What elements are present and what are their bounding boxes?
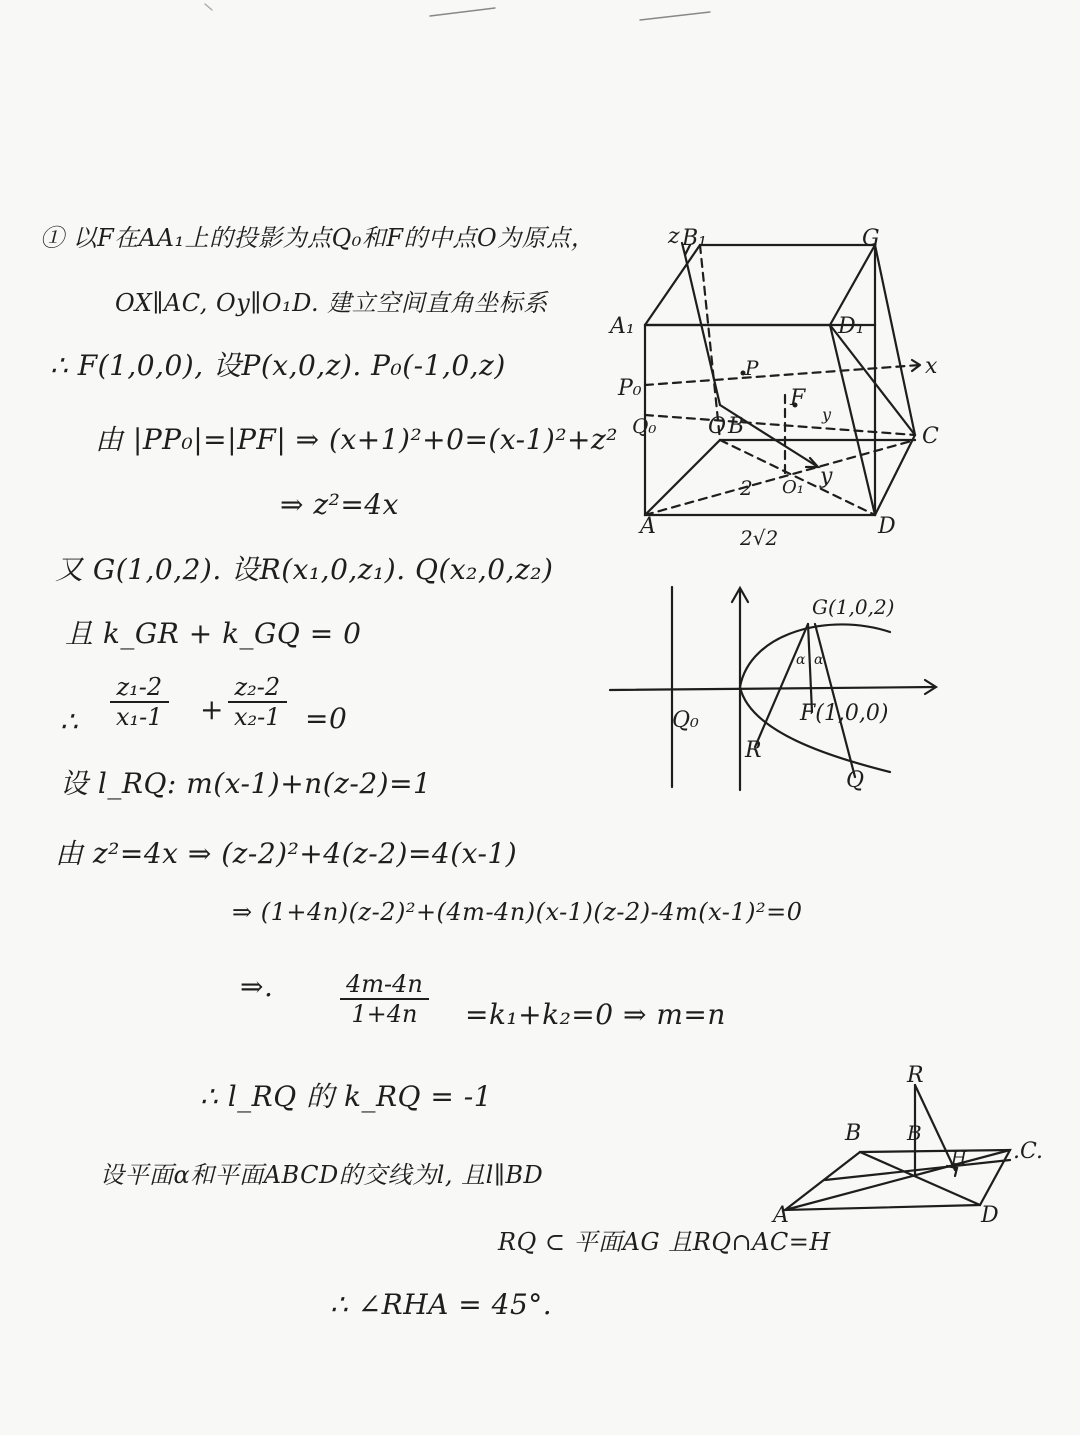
cube-label-o: O — [708, 414, 727, 439]
fraction-1-denominator: x₁-1 — [110, 701, 169, 731]
line-16: ∴ ∠RHA = 45°. — [330, 1288, 553, 1321]
parabola-diagram — [600, 582, 940, 802]
top-scribbles — [0, 0, 1080, 60]
parabola-label-alpha1: α — [796, 652, 806, 668]
line-15: RQ ⊂ 平面AG 且RQ∩AC=H — [498, 1228, 831, 1256]
line-8-prefix: ∴ — [60, 705, 79, 738]
line-8-plus: + — [200, 693, 224, 726]
cube-label-y-dash: y — [822, 405, 832, 424]
cube-label-c: C — [922, 424, 939, 449]
line-2: OX∥AC, Oy∥O₁D. 建立空间直角坐标系 — [115, 289, 548, 317]
plane-label-h: H — [951, 1148, 967, 1169]
parabola-label-g: G(1,0,2) — [812, 595, 895, 619]
cube-label-f: F — [790, 386, 806, 411]
cube-label-b1: B₁ — [682, 226, 707, 251]
line-12-suffix: =k₁+k₂=0 ⇒ m=n — [465, 998, 726, 1031]
line-13: ∴ l_RQ 的 k_RQ = -1 — [200, 1080, 493, 1113]
parabola-label-q0: Q₀ — [672, 708, 699, 733]
line-4: 由 |PP₀|=|PF| ⇒ (x+1)²+0=(x-1)²+z² — [95, 423, 618, 456]
cube-label-p0: P₀ — [618, 376, 642, 401]
plane-label-b-mid: B — [907, 1121, 922, 1145]
fraction-2 — [228, 673, 287, 731]
fraction-3-denominator: 1+4n — [340, 998, 429, 1028]
line-1: ① 以F在AA₁上的投影为点Q₀和F的中点O为原点， — [40, 224, 596, 252]
cube-diagram — [600, 215, 980, 555]
plane-label-b-left: B — [845, 1121, 862, 1146]
cube-label-x: x — [925, 354, 938, 379]
line-14: 设平面α和平面ABCD的交线为l, 且l∥BD — [100, 1161, 544, 1189]
parabola-label-f: F(1,0,0) — [800, 701, 889, 726]
line-7: 且 k_GR + k_GQ = 0 — [65, 617, 362, 650]
line-10: 由 z²=4x ⇒ (z-2)²+4(z-2)=4(x-1) — [55, 837, 518, 870]
line-12-prefix: ⇒. — [240, 970, 274, 1003]
parabola-label-alpha2: α — [814, 652, 824, 668]
plane-label-r: R — [907, 1063, 924, 1088]
fraction-2-numerator: z₂-2 — [234, 673, 281, 701]
cube-label-a1: A₁ — [610, 314, 635, 339]
cube-label-o1: O₁ — [782, 477, 804, 498]
line-3: ∴ F(1,0,0), 设P(x,0,z). P₀(-1,0,z) — [50, 349, 506, 382]
line-11: ⇒ (1+4n)(z-2)²+(4m-4n)(x-1)(z-2)-4m(x-1)²=0 — [232, 898, 803, 926]
cube-label-b: B — [728, 414, 745, 439]
fraction-1 — [110, 673, 169, 731]
cube-label-edge: 2√2 — [740, 526, 779, 550]
parabola-label-r: R — [745, 738, 762, 763]
cube-label-y: y — [820, 464, 833, 489]
line-9: 设 l_RQ: m(x-1)+n(z-2)=1 — [60, 767, 432, 800]
fraction-3-numerator: 4m-4n — [346, 970, 423, 998]
line-6: 又 G(1,0,2). 设R(x₁,0,z₁). Q(x₂,0,z₂) — [55, 553, 554, 586]
cube-label-a: A — [640, 514, 656, 539]
cube-label-2: 2 — [740, 476, 753, 500]
line-8-suffix: =0 — [305, 702, 348, 735]
plane-label-c: .C. — [1013, 1139, 1044, 1164]
cube-label-q0: Q₀ — [632, 414, 657, 438]
fraction-3 — [340, 970, 429, 1028]
plane-diagram — [765, 1060, 1065, 1240]
cube-label-d1: D₁ — [838, 314, 865, 339]
cube-label-z: z — [668, 224, 680, 249]
plane-label-d: D — [981, 1203, 999, 1228]
line-5: ⇒ z²=4x — [280, 488, 399, 521]
plane-label-a: A — [773, 1203, 789, 1228]
fraction-2-denominator: x₂-1 — [228, 701, 287, 731]
cube-label-g: G — [862, 226, 880, 251]
cube-label-p: P — [745, 356, 759, 380]
parabola-label-q: Q — [846, 768, 865, 793]
cube-label-d: D — [878, 514, 896, 539]
fraction-1-numerator: z₁-2 — [116, 673, 163, 701]
